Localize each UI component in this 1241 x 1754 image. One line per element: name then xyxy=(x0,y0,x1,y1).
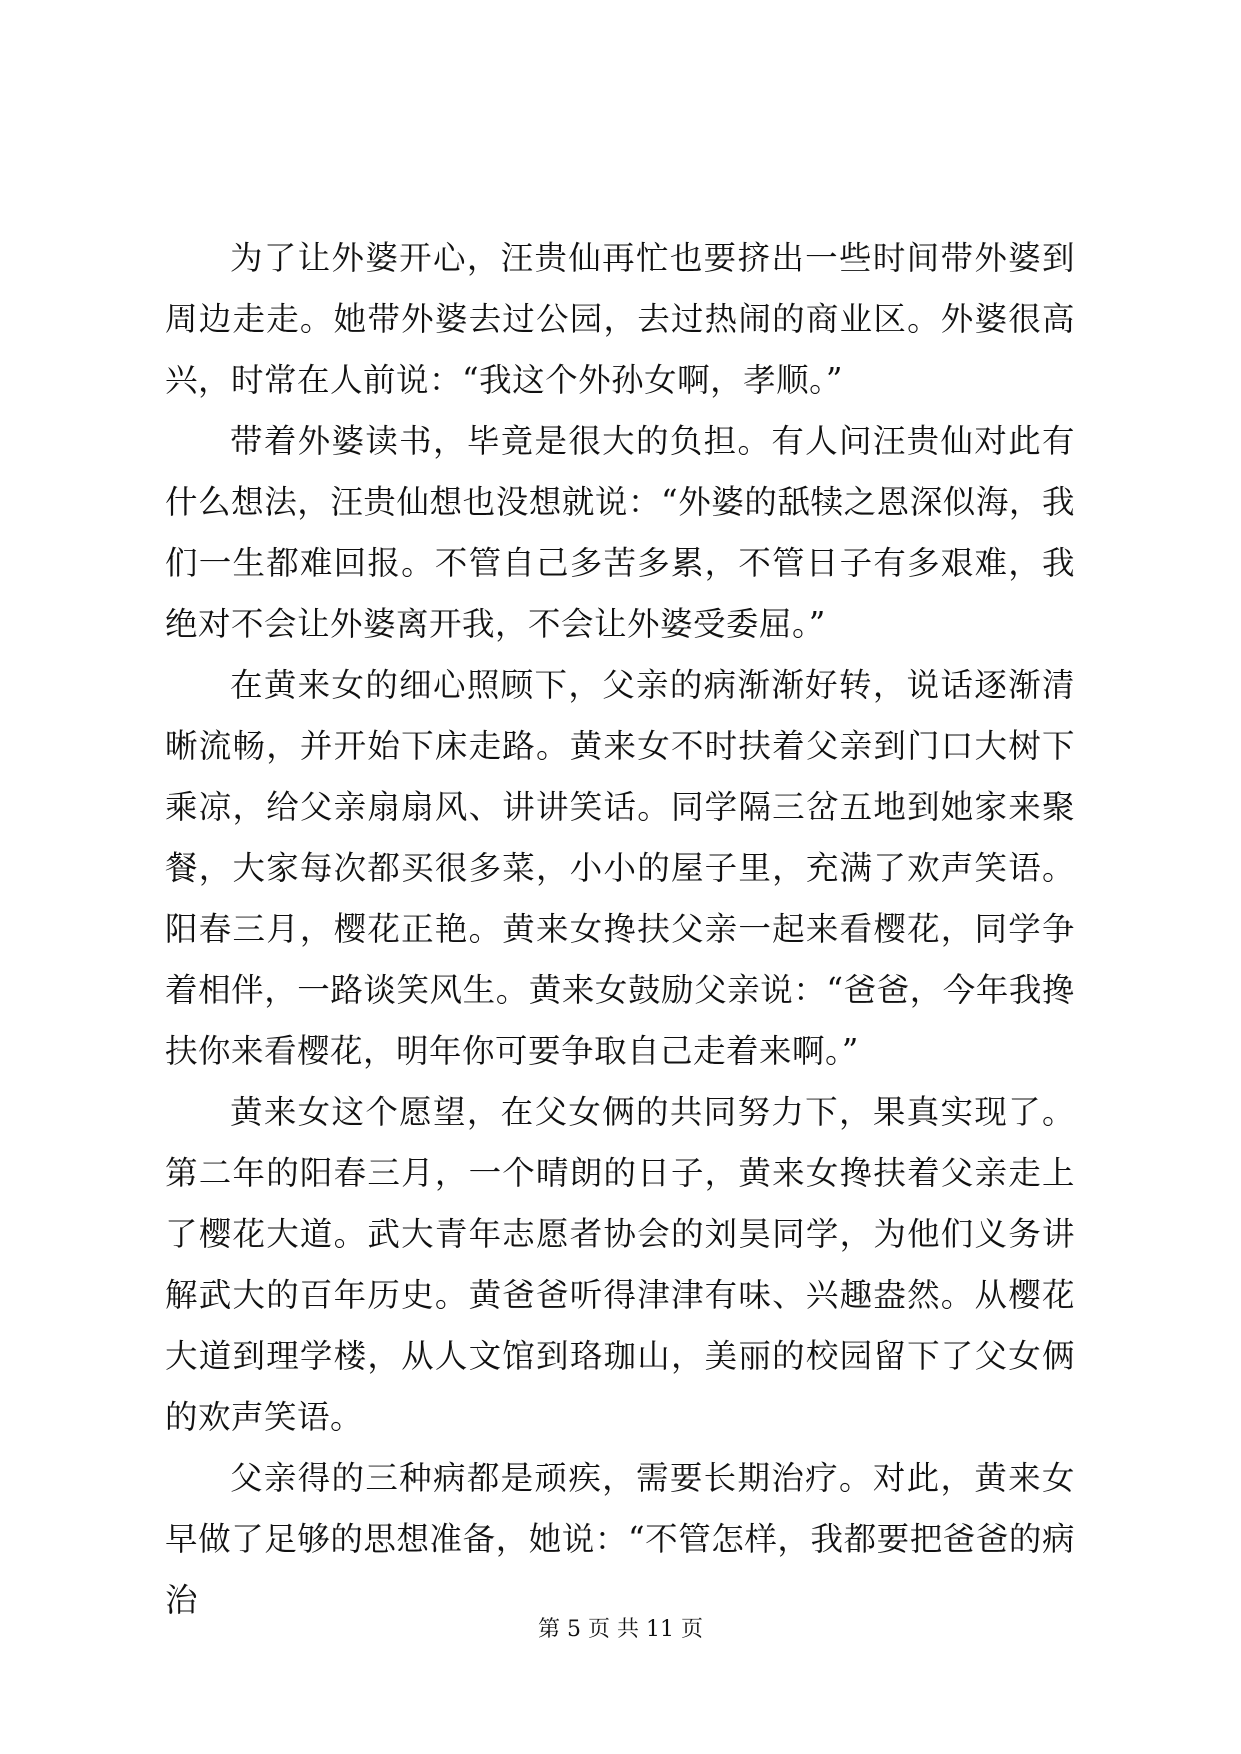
paragraph-2: 带着外婆读书，毕竟是很大的负担。有人问汪贵仙对此有什么想法，汪贵仙想也没想就说：“外婆的舐犊之恩深似海，我们一生都难回报。不管自己多苦多累，不管日子有多艰难，我绝对不会让外婆离开我，不会让外婆受委屈。” xyxy=(165,422,1075,643)
paragraph-3: 在黄来女的细心照顾下，父亲的病渐渐好转，说话逐渐清晰流畅，并开始下床走路。黄来女不时扶着父亲到门口大树下乘凉，给父亲扇扇风、讲讲笑话。同学隔三岔五地到她家来聚餐，大家每次都买很多菜，小小的屋子里，充满了欢声笑语。阳春三月，樱花正艳。黄来女搀扶父亲一起来看樱花，同学争着相伴，一路谈笑风生。黄来女鼓励父亲说：“爸爸，今年我搀扶你来看樱花，明年你可要争取自己走着来啊。” xyxy=(165,666,1075,1070)
paragraph-5: 父亲得的三种病都是顽疾，需要长期治疗。对此，黄来女早做了足够的思想准备，她说：“不管怎样，我都要把爸爸的病治 xyxy=(165,1459,1075,1619)
body-text xyxy=(165,228,1075,1631)
paragraph-1: 为了让外婆开心，汪贵仙再忙也要挤出一些时间带外婆到周边走走。她带外婆去过公园，去过热闹的商业区。外婆很高兴，时常在人前说：“我这个外孙女啊，孝顺。” xyxy=(165,239,1075,399)
paragraph-4: 黄来女这个愿望，在父女俩的共同努力下，果真实现了。第二年的阳春三月，一个晴朗的日子，黄来女搀扶着父亲走上了樱花大道。武大青年志愿者协会的刘昊同学，为他们义务讲解武大的百年历史。黄爸爸听得津津有味、兴趣盎然。从樱花大道到理学楼，从人文馆到珞珈山，美丽的校园留下了父女俩的欢声笑语。 xyxy=(165,1093,1075,1436)
page-footer: 第 5 页 共 11 页 xyxy=(538,1617,703,1642)
